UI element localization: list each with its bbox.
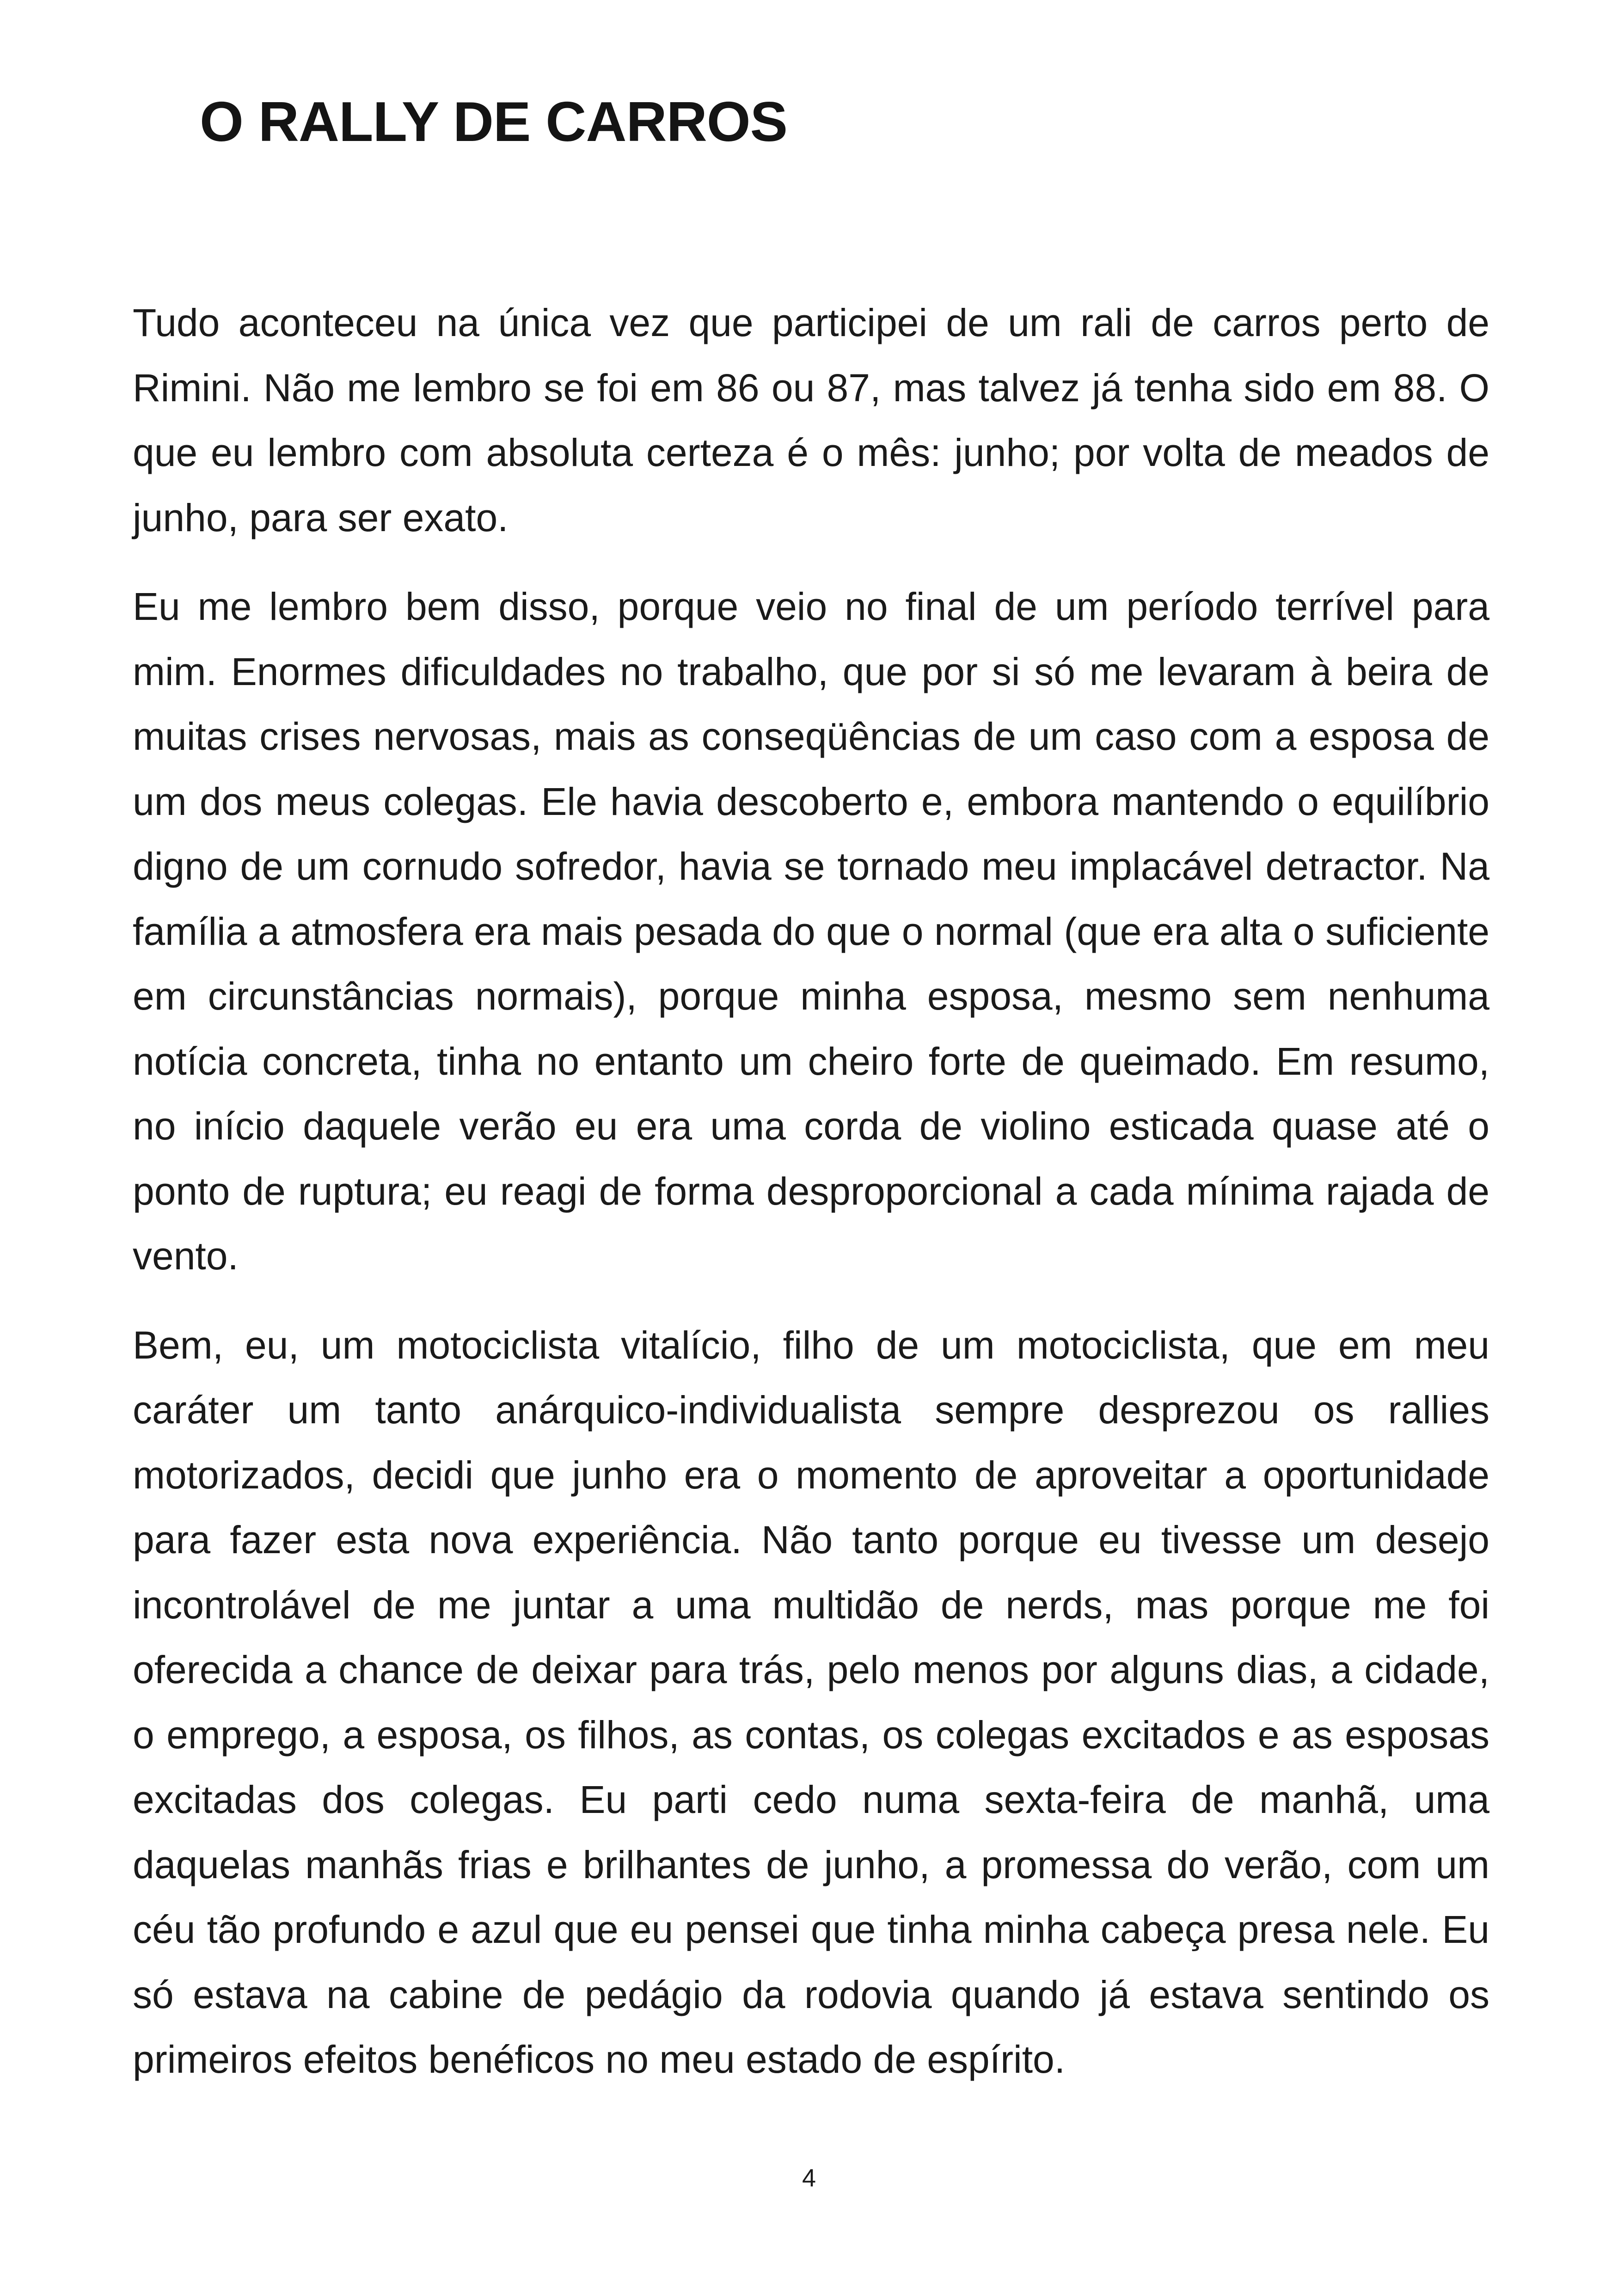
paragraph-1: Tudo aconteceu na única vez que participei de um rali de carros perto de Rimini. Não me lembro se foi em 86 ou 87, mas talvez já tenha sido em 88. O que eu lembro com absoluta certeza é o mês: junho; por volta de meados de junho, para ser exato. xyxy=(133,301,1489,539)
paragraph-3: Bem, eu, um motociclista vitalício, filho de um motociclista, que em meu caráter um tanto anárquico-individualista sempre desprezou os rallies motorizados, decidi que junho era o momento de aproveitar a oportunidade para fazer esta nova experiência. Não tanto porque eu tivesse um desejo incontrolável de me juntar a uma multidão de nerds, mas porque me foi oferecida a chance de deixar para trás, pelo menos por alguns dias, a cidade, o emprego, a esposa, os filhos, as contas, os colegas excitados e as esposas excitadas dos colegas. Eu parti cedo numa sexta-feira de manhã, uma daquelas manhãs frias e brilhantes de junho, a promessa do verão, com um céu tão profundo e azul que eu pensei que tinha minha cabeça presa nele. Eu só estava na cabine de pedágio da rodovia quando já estava sentindo os primeiros efeitos benéficos no meu estado de espírito. xyxy=(133,1323,1489,2081)
page-number: 4 xyxy=(802,2164,816,2192)
body-text xyxy=(133,290,1489,2116)
chapter-title: O RALLY DE CARROS xyxy=(200,90,787,153)
paragraph-2: Eu me lembro bem disso, porque veio no final de um período terrível para mim. Enormes dificuldades no trabalho, que por si só me levaram à beira de muitas crises nervosas, mais as conseqüências de um caso com a esposa de um dos meus colegas. Ele havia descoberto e, embora mantendo o equilíbrio digno de um cornudo sofredor, havia se tornado meu implacável detractor. Na família a atmosfera era mais pesada do que o normal (que era alta o suficiente em circunstâncias normais), porque minha esposa, mesmo sem nenhuma notícia concreta, tinha no entanto um cheiro forte de queimado. Em resumo, no início daquele verão eu era uma corda de violino esticada quase até o ponto de ruptura; eu reagi de forma desproporcional a cada mínima rajada de vento. xyxy=(133,585,1489,1278)
